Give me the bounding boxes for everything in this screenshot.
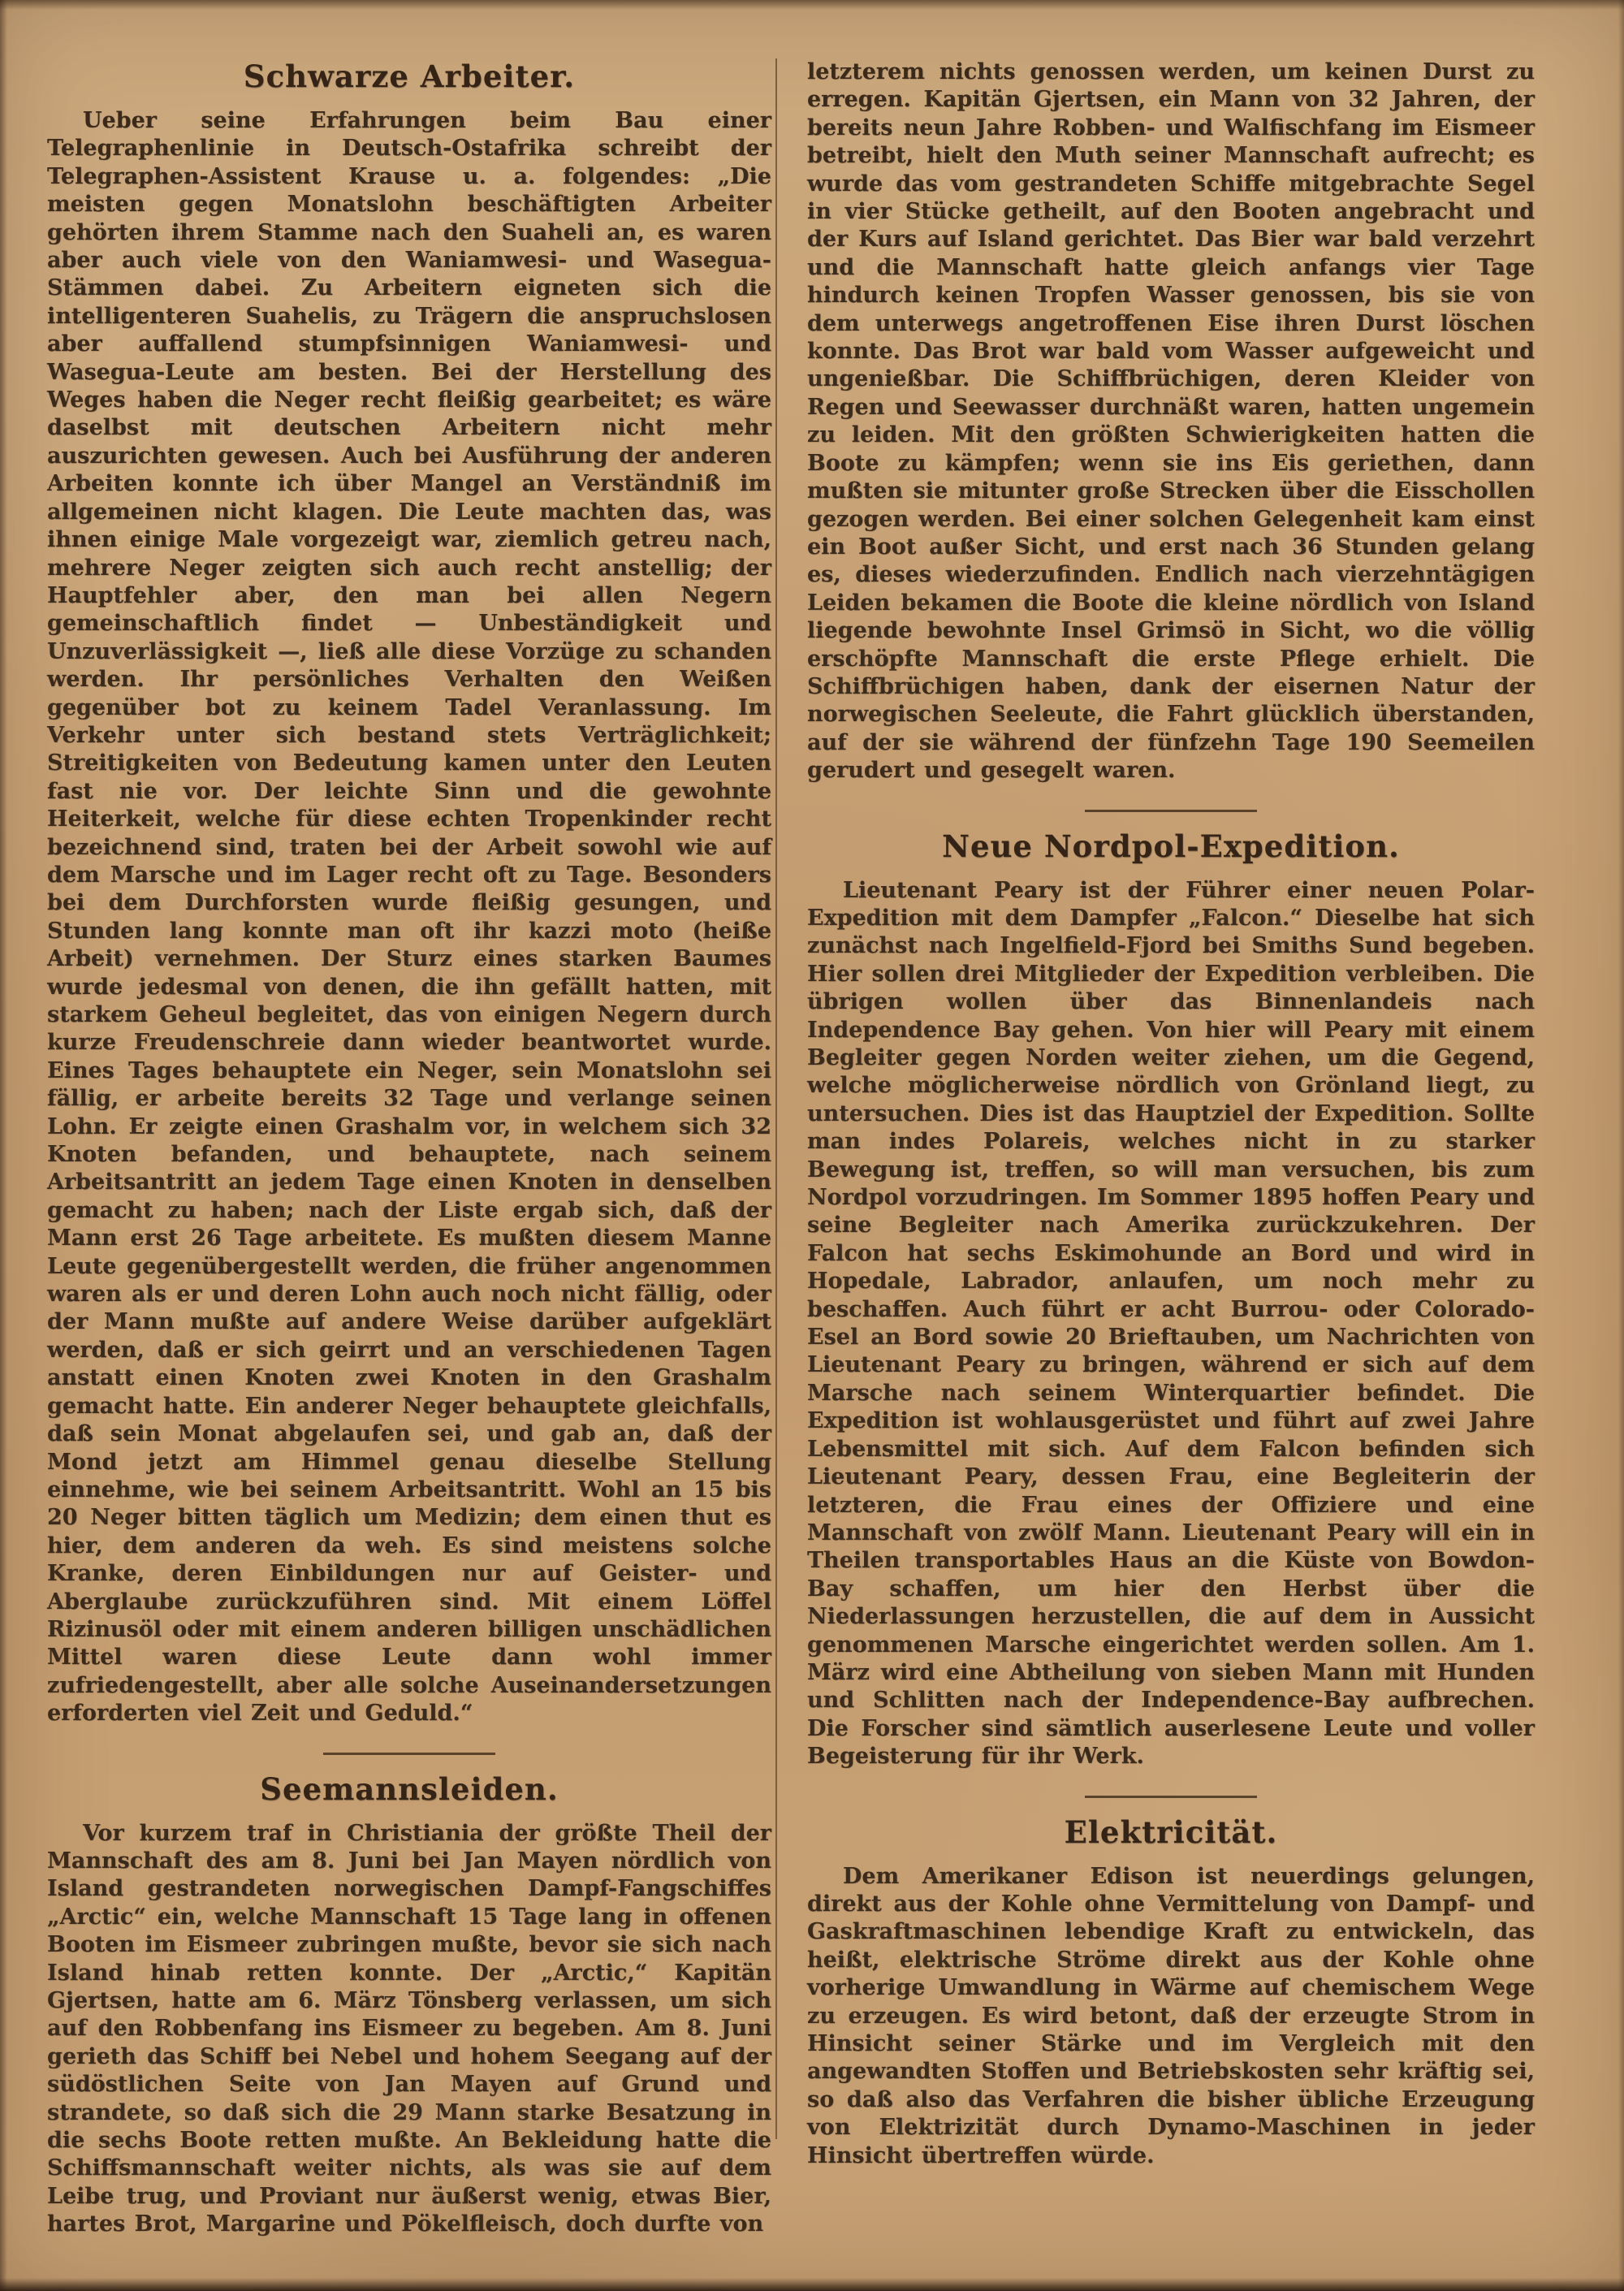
article-body-elektricitaet: Dem Amerikaner Edison ist neuerdings gelungen, direkt aus der Kohle ohne Vermittelung von Dampf- und Gaskraftmaschinen lebendige Kraft zu entwickeln, das heißt, elektrische Ströme direkt aus der Kohle ohne vorherige Umwandlung in Wärme auf chemischem Wege zu erzeugen. Es wird betont, daß der erzeugte Strom in Hinsicht seiner Stärke und im Vergleich mit den angewandten Stoffen und Betriebskosten sehr kräftig sei, so daß also das Verfahren die bisher übliche Erzeugung von Elektrizität durch Dynamo-Maschinen in jeder Hinsicht übertreffen würde.: [807, 1863, 1535, 2168]
page-edge-bottom: [0, 2278, 1624, 2291]
article-nordpol-expedition: [807, 828, 1535, 1771]
column-rule: [775, 58, 777, 2139]
section-divider: [1085, 810, 1257, 812]
article-elektricitaet: [807, 1814, 1535, 2170]
article-schwarze-arbeiter: [47, 58, 771, 1728]
article-title-seemannsleiden: Seemannsleiden.: [260, 1770, 559, 1807]
left-column: [47, 58, 771, 2239]
article-body-nordpol-expedition: Lieutenant Peary ist der Führer einer neuen Polar-Expedition mit dem Dampfer „Falcon.“ Dieselbe hat sich zunächst nach Ingelfield-Fjord bei Smiths Sund begeben. Hier sollen drei Mitglieder der Expedition verbleiben. Die übrigen wollen über das Binnenlandeis nach Independence Bay gehen. Von hier will Peary mit einem Begleiter gegen Norden weiter ziehen, um die Gegend, welche möglicherweise nördlich von Grönland liegt, zu untersuchen. Dies ist das Hauptziel der Expedition. Sollte man indes Polareis, welches nicht in zu starker Bewegung ist, treffen, so will man versuchen, bis zum Nordpol vorzudringen. Im Sommer 1895 hoffen Peary und seine Begleiter nach Amerika zurückzukehren. Der Falcon hat sechs Eskimohunde an Bord und wird in Hopedale, Labrador, anlaufen, um noch mehr zu beschaffen. Auch führt er acht Burrou- oder Colorado-Esel an Bord sowie 20 Brieftauben, um Nachrichten von Lieutenant Peary zu bringen, während er sich auf dem Marsche nach seinem Winterquartier befindet. Die Expedition ist wohlausgerüstet und führt auf zwei Jahre Lebensmittel mit sich. Auf dem Falcon befinden sich Lieutenant Peary, dessen Frau, eine Begleiterin der letzteren, die Frau eines der Offiziere und eine Mannschaft von zwölf Mann. Lieutenant Peary will ein in Theilen transportables Haus an die Küste von Bowdon-Bay schaffen, um hier den Herbst über die Niederlassungen herzustellen, die auf dem in Aussicht genommenen Marsche eingerichtet werden sollen. Am 1. März wird eine Abtheilung von sieben Mann mit Hunden und Schlitten nach der Independence-Bay aufbrechen. Die Forscher sind sämtlich auserlesene Leute und voller Begeisterung für ihr Werk.: [807, 877, 1535, 1770]
section-divider: [1085, 1796, 1257, 1798]
section-divider: [323, 1753, 495, 1755]
article-body-schwarze-arbeiter: Ueber seine Erfahrungen beim Bau einer Telegraphenlinie in Deutsch-Ostafrika schreibt der Telegraphen-Assistent Krause u. a. folgendes: „Die meisten gegen Monatslohn beschäftigten Arbeiter gehörten ihrem Stamme nach den Suaheli an, es waren aber auch viele von den Waniamwesi- und Wasegua-Stämmen dabei. Zu Arbeitern eigneten sich die intelligenteren Suahelis, zu Trägern die anspruchslosen aber auffallend stumpfsinnigen Waniamwesi- und Wasegua-Leute am besten. Bei der Herstellung des Weges haben die Neger recht fleißig gearbeitet; es wäre daselbst mit deutschen Arbeitern nicht mehr auszurichten gewesen. Auch bei Ausführung der anderen Arbeiten konnte ich über Mangel an Verständniß im allgemeinen nicht klagen. Die Leute machten das, was ihnen einige Male vorgezeigt war, ziemlich getreu nach, mehrere Neger zeigten sich auch recht anstellig; der Hauptfehler aber, den man bei allen Negern gemeinschaftlich findet — Unbeständigkeit und Unzuverlässigkeit —, ließ alle diese Vorzüge zu schanden werden. Ihr persönliches Verhalten den Weißen gegenüber bot zu keinem Tadel Veranlassung. Im Verkehr unter sich bestand stets Verträglichkeit; Streitigkeiten von Bedeutung kamen unter den Leuten fast nie vor. Der leichte Sinn und die gewohnte Heiterkeit, welche für diese echten Tropenkinder recht bezeichnend sind, traten bei der Arbeit sowohl wie auf dem Marsche und im Lager recht oft zu Tage. Besonders bei dem Durchforsten wurde fleißig gesungen, und Stunden lang konnte man oft ihr kazzi moto (heiße Arbeit) vernehmen. Der Sturz eines starken Baumes wurde jedesmal von denen, die ihn gefällt hatten, mit starkem Geheul begleitet, das von einigen Negern durch kurze Freudenschreie dann wieder beantwortet wurde. Eines Tages behauptete ein Neger, sein Monatslohn sei fällig, er arbeite bereits 32 Tage und verlange seinen Lohn. Er zeigte einen Grashalm vor, in welchem sich 32 Knoten befanden, und behauptete, nach seinem Arbeitsantritt an jedem Tage einen Knoten in denselben gemacht zu haben; nach der Liste ergab sich, daß der Mann erst 26 Tage arbeitete. Es mußten diesem Manne Leute gegenübergestellt werden, die früher angenommen waren als er und deren Lohn auch noch nicht fällig, oder der Mann mußte auf andere Weise darüber aufgeklärt werden, daß er sich geirrt und an verschiedenen Tagen anstatt einen Knoten zwei Knoten in den Grashalm gemacht hatte. Ein anderer Neger behauptete gleichfalls, daß sein Monat abgelaufen sei, und gab an, daß der Mond jetzt am Himmel genau dieselbe Stellung einnehme, wie bei seinem Arbeitsantritt. Wohl an 15 bis 20 Neger bitten täglich um Medizin; dem einen thut es hier, dem anderen da weh. Es sind meistens solche Kranke, deren Einbildungen nur auf Geister- und Aberglaube zurückzuführen sind. Mit einem Löffel Rizinusöl oder mit einem anderen billigen unschädlichen Mittel waren diese Leute dann wohl immer zufriedengestellt, aber alle solche Auseinandersetzungen erforderten viel Zeit und Geduld.“: [47, 108, 771, 1727]
article-body-seemannsleiden: Vor kurzem traf in Christiania der größte Theil der Mannschaft des am 8. Juni bei Jan Mayen nördlich von Island gestrandeten norwegischen Dampf-Fangschiffes „Arctic“ ein, welche Mannschaft 15 Tage lang in offenen Booten im Eismeer zubringen mußte, bevor sie sich nach Island hinab retten konnte. Der „Arctic,“ Kapitän Gjertsen, hatte am 6. März Tönsberg verlassen, um sich auf den Robbenfang ins Eismeer zu begeben. Am 8. Juni gerieth das Schiff bei Nebel und hohem Seegang auf der südöstlichen Seite von Jan Mayen auf Grund und strandete, so daß sich die 29 Mann starke Besatzung in die sechs Boote retten mußte. An Bekleidung hatte die Schiffsmannschaft weiter nichts, als was sie auf dem Leibe trug, und Proviant nur äußerst wenig, etwas Bier, hartes Brot, Margarine und Pökelfleisch, doch durfte von: [47, 1820, 771, 2237]
page-edge-top: [0, 0, 1624, 10]
article-title-elektricitaet: Elektricität.: [1064, 1813, 1278, 1850]
page-edge-right: [1618, 0, 1624, 2291]
page-edge-left: [0, 0, 7, 2291]
article-title-schwarze-arbeiter: Schwarze Arbeiter.: [243, 58, 576, 94]
right-column: [807, 58, 1535, 2170]
article-title-nordpol-expedition: Neue Nordpol-Expedition.: [942, 828, 1400, 864]
article-body-seemannsleiden-continuation: letzterem nichts genossen werden, um keinen Durst zu erregen. Kapitän Gjertsen, ein Mann von 32 Jahren, der bereits neun Jahre Robben- und Walfischfang im Eismeer betreibt, hielt den Muth seiner Mannschaft aufrecht; es wurde das vom gestrandeten Schiffe mitgebrachte Segel in vier Stücke getheilt, auf den Booten angebracht und der Kurs auf Island gerichtet. Das Bier war bald verzehrt und die Mannschaft hatte gleich anfangs vier Tage hindurch keinen Tropfen Wasser genossen, bis sie von dem unterwegs angetroffenen Eise ihren Durst löschen konnte. Das Brot war bald vom Wasser aufgeweicht und ungenießbar. Die Schiffbrüchigen, deren Kleider von Regen und Seewasser durchnäßt waren, hatten ungemein zu leiden. Mit den größten Schwierigkeiten hatten die Boote zu kämpfen; wenn sie ins Eis geriethen, dann mußten sie mitunter große Strecken über die Eisschollen gezogen werden. Bei einer solchen Gelegenheit kam einst ein Boot außer Sicht, und erst nach 36 Stunden gelang es, dieses wiederzufinden. Endlich nach vierzehntägigen Leiden bekamen die Boote die kleine nördlich von Island liegende bewohnte Insel Grimsö in Sicht, wo die völlig erschöpfte Mannschaft die erste Pflege erhielt. Die Schiffbrüchigen haben, dank der eisernen Natur der norwegischen Seeleute, die Fahrt glücklich überstanden, auf der sie während der fünfzehn Tage 190 Seemeilen gerudert und gesegelt waren.: [807, 59, 1535, 784]
article-seemannsleiden: [47, 1771, 771, 2239]
